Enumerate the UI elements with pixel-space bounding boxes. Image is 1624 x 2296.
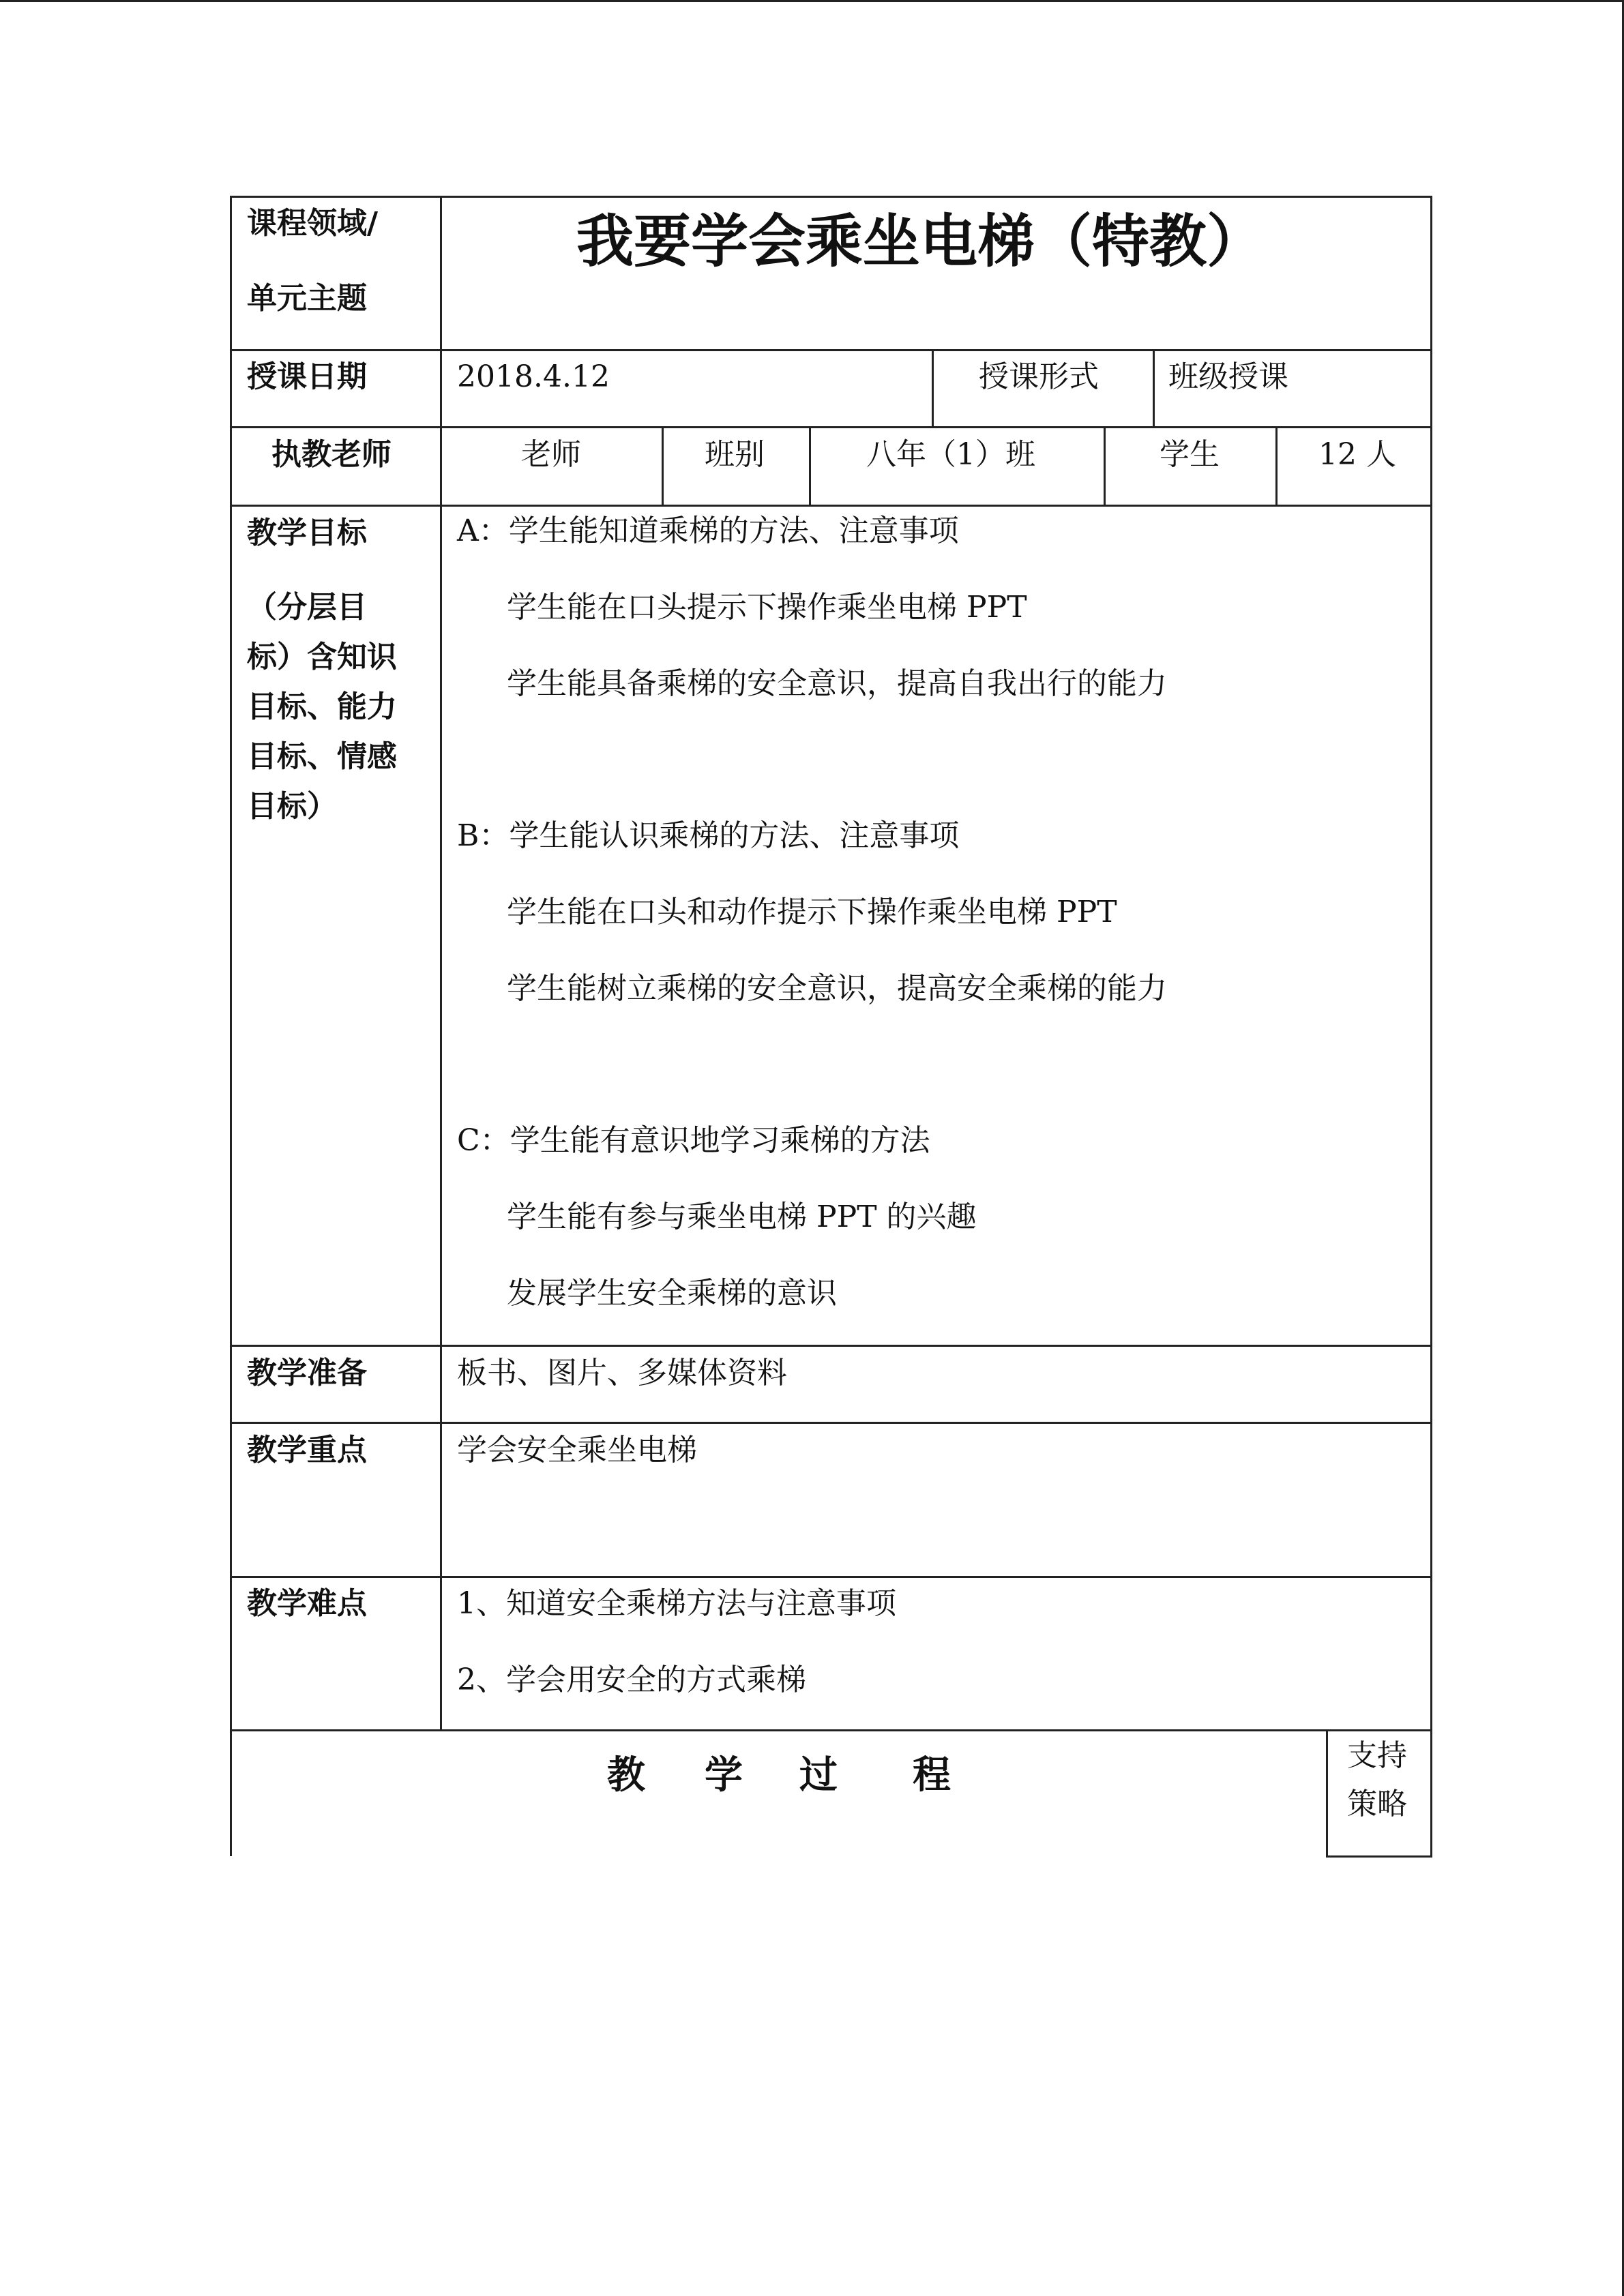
process-heading-char: 教 [607,1753,645,1798]
objective-c-3: 发展学生安全乘梯的意识 [507,1276,837,1311]
objectives-sublabel-line: 目标、情感 [247,739,397,774]
objectives-sublabel-line: 标）含知识 [247,640,397,674]
objective-a-3: 学生能具备乘梯的安全意识，提高自我出行的能力 [507,666,1167,701]
date-label: 授课日期 [247,359,367,394]
support-strategy-line2: 策略 [1347,1787,1407,1821]
process-heading-char: 程 [913,1753,951,1798]
difficulty-label: 教学难点 [247,1586,367,1621]
page-title: 我要学会乘坐电梯（特教） [576,208,1265,275]
difficulty-item: 2、学会用安全的方式乘梯 [457,1663,806,1697]
course-domain-label: 课程领域/ [247,206,379,241]
objective-a-2: 学生能在口头提示下操作乘坐电梯 PPT [507,590,1027,625]
objective-c-1: C：学生能有意识地学习乘梯的方法 [457,1123,930,1158]
student-label: 学生 [1160,437,1220,472]
objective-a-1: A：学生能知道乘梯的方法、注意事项 [457,513,959,548]
support-strategy-line1: 支持 [1347,1738,1407,1773]
class-label: 班别 [705,437,765,472]
key-point-label: 教学重点 [247,1433,367,1467]
objectives-label: 教学目标 [247,516,367,550]
form-value: 班级授课 [1168,359,1288,394]
student-count: 12 人 [1318,437,1396,472]
unit-theme-label: 单元主题 [247,281,367,316]
preparation-label: 教学准备 [247,1356,367,1390]
objectives-sublabel [247,582,397,831]
objective-c-2: 学生能有参与乘坐电梯 PPT 的兴趣 [507,1199,977,1234]
objectives-sublabel-line: （分层目 [247,590,367,625]
objective-b-1: B：学生能认识乘梯的方法、注意事项 [457,818,960,853]
difficulty-item: 1、知道安全乘梯方法与注意事项 [457,1586,896,1621]
class-value: 八年（1）班 [866,437,1035,472]
objective-b-2: 学生能在口头和动作提示下操作乘坐电梯 PPT [507,895,1117,929]
objectives-sublabel-line: 目标） [247,789,337,824]
teacher-label: 执教老师 [271,437,392,472]
teacher-value: 老师 [521,437,581,472]
date-value: 2018.4.12 [457,359,610,394]
page-top-border [0,0,1624,2]
objectives-sublabel-line: 目标、能力 [247,689,397,724]
key-point-value: 学会安全乘坐电梯 [457,1433,697,1467]
process-heading-char: 过 [799,1753,838,1798]
form-label: 授课形式 [979,359,1099,394]
process-heading-char: 学 [705,1753,743,1798]
objective-b-3: 学生能树立乘梯的安全意识，提高安全乘梯的能力 [507,971,1167,1006]
preparation-value: 板书、图片、多媒体资料 [457,1356,787,1390]
